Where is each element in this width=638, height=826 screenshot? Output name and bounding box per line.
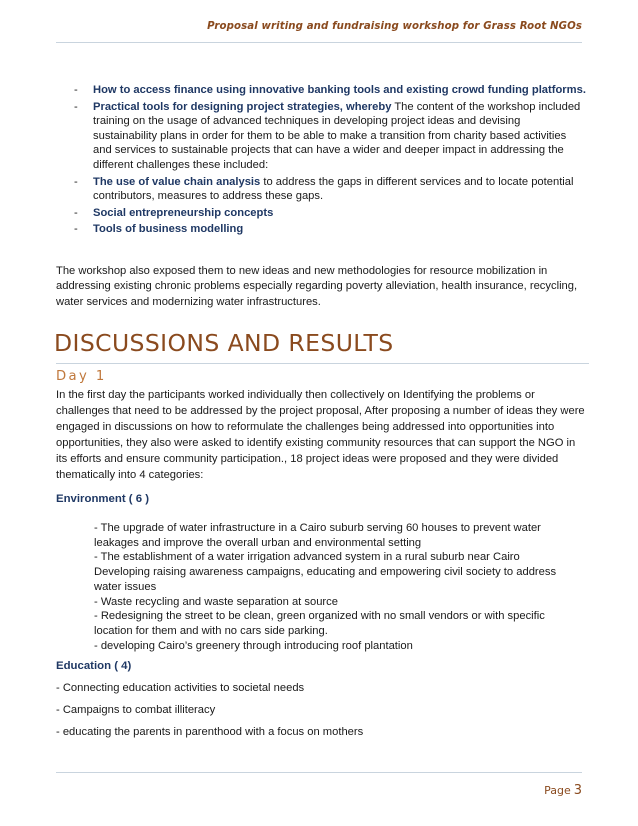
- list-item: - The establishment of a water irrigation advanced system in a rural suburb near Cairo Developing raising awareness campaigns, educating and empowering civil society to address water issues: [94, 551, 557, 593]
- footer-divider: [56, 772, 582, 773]
- bullet-bold-text: Tools of business modelling: [93, 223, 244, 236]
- day-subheading: Day 1: [56, 369, 107, 384]
- workshop-paragraph: The workshop also exposed them to new ideas and new methodologies for resource mobilization in addressing existing chronic problems especially regarding poverty alleviation, health insurance, recycling, water services and modernizing water infrastructures.: [56, 265, 578, 308]
- header-divider: [56, 42, 582, 43]
- bullet-item: [56, 222, 586, 237]
- bullet-item: [56, 83, 586, 98]
- environment-heading: Environment ( 6 ): [56, 493, 150, 505]
- list-item: - educating the parents in parenthood with a focus on mothers: [56, 726, 364, 738]
- bullet-item: [56, 175, 586, 204]
- bullet-bold-text: Practical tools for designing project strategies, whereby: [93, 100, 392, 113]
- page-label: Page: [544, 784, 571, 797]
- list-item: - developing Cairo’s greenery through introducing roof plantation: [94, 639, 413, 652]
- section-heading: DISCUSSIONS AND RESULTS: [54, 329, 394, 357]
- list-item: - Waste recycling and waste separation at source: [94, 595, 338, 608]
- page-number: 3: [573, 783, 582, 798]
- bullet-bold-text: How to access finance using innovative banking tools and existing crowd funding platforms.: [93, 84, 586, 96]
- bullet-item: [56, 100, 586, 173]
- bullet-dash: -: [74, 175, 78, 188]
- list-item: - Connecting education activities to societal needs: [56, 682, 305, 694]
- bullet-text: to address the gaps in different services and to locate potential contributors, measures to address these gaps.: [93, 175, 574, 203]
- bullet-bold-text: Social entrepreneurship concepts: [93, 206, 274, 219]
- bullet-list: [56, 83, 586, 239]
- bullet-dash: -: [74, 223, 78, 236]
- day-paragraph: In the first day the participants worked individually then collectively on Identifying the problems or challenges that need to be addressed by the project proposal, After proposing a number of ideas they were engaged in discussions on how to reformulate the challenges being addressed into opportunities into opportunities, they also were asked to identify existing community resources that can support the NGO in its efforts and ensure community participation., 18 project ideas were proposed and they were divided thematically into 4 categories:: [56, 389, 585, 481]
- education-heading: Education ( 4): [56, 660, 132, 672]
- list-item: - The upgrade of water infrastructure in a Cairo suburb serving 60 houses to prevent water leakages and improve the overall urban and environmental setting: [94, 522, 541, 549]
- bullet-text: The content of the workshop included training on the usage of advanced techniques in developing project ideas and devising sustainability plans in order for them to be able to make a transition from charity based activities and services to sustainable projects that can have a wider and deeper impact in addressing the different challenges these included:: [93, 100, 581, 171]
- bullet-dash: -: [74, 100, 78, 113]
- list-item: - Redesigning the street to be clean, green organized with no small vendors or with specific location for them and with no cars side parking.: [94, 610, 545, 637]
- bullet-item: [56, 206, 586, 221]
- page-footer: [544, 783, 582, 798]
- section-heading-divider: [56, 363, 589, 364]
- list-item: - Campaigns to combat illiteracy: [56, 704, 216, 716]
- education-list: [56, 681, 586, 747]
- bullet-dash: -: [74, 206, 78, 219]
- page-header: Proposal writing and fundraising workshop for Grass Root NGOs: [207, 21, 582, 32]
- bullet-dash: -: [74, 84, 78, 96]
- bullet-bold-text: The use of value chain analysis: [93, 175, 261, 188]
- environment-list: [94, 521, 574, 653]
